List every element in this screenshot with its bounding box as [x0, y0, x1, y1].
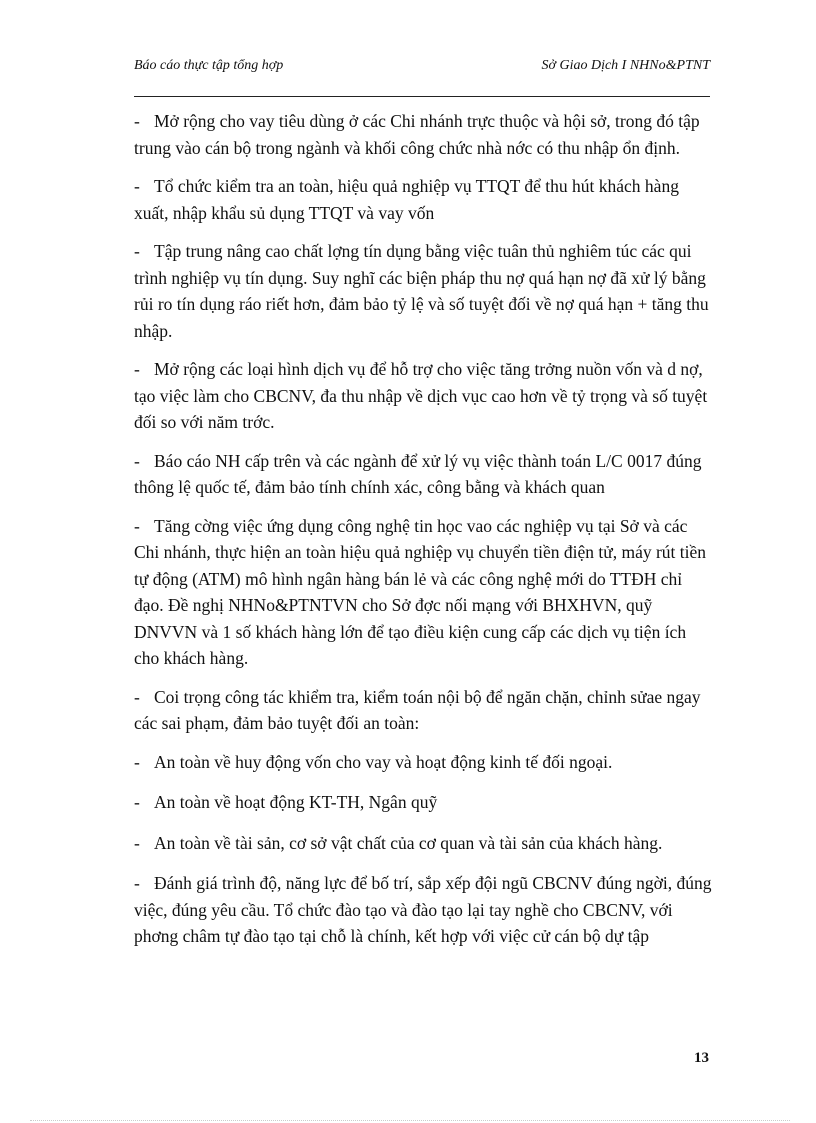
- document-body: [134, 108, 714, 962]
- bullet-dash: -: [134, 792, 140, 812]
- header-left-title: Báo cáo thực tập tổng hợp: [134, 58, 284, 73]
- header-right-title: Sở Giao Dịch I NHNo&PTNT: [541, 58, 710, 73]
- paragraph: - Mở rộng cho vay tiêu dùng ở các Chi nhánh trực thuộc và hội sở, trong đó tập trung vào cán bộ trong ngành và khối công chức nhà nớc có thu nhập ổn định.: [134, 108, 714, 161]
- bullet-dash: -: [134, 751, 140, 772]
- paragraph: - Tăng cờng việc ứng dụng công nghệ tin học vao các nghiệp vụ tại Sở và các Chi nhánh, thực hiện an toàn hiệu quả nghiệp vụ chuyển tiền điện tử, máy rút tiền tự động (ATM) mô hình ngân hàng bán lẻ và các công nghệ mới do TTĐH chỉ đạo. Đề nghị NHNo&PTNTVN cho Sở đợc nối mạng với BHXHVN, quỹ DNVVN và 1 số khách hàng lớn để tạo điều kiện cung cấp các dịch vụ tiện ích cho khách hàng.: [134, 513, 714, 672]
- paragraph: - Tổ chức kiểm tra an toàn, hiệu quả nghiệp vụ TTQT để thu hút khách hàng xuất, nhập khẩu sủ dụng TTQT và vay vốn: [134, 173, 714, 226]
- bullet-dash: -: [134, 515, 140, 536]
- bullet-dash: -: [134, 873, 140, 893]
- paragraph: - Tập trung nâng cao chất lợng tín dụng bằng việc tuân thủ nghiêm túc các qui trình nghiệp vụ tín dụng. Suy nghĩ các biện pháp thu nợ quá hạn nợ đã xử lý bằng rủi ro tín dụng ráo riết hơn, đảm bảo tỷ lệ và số tuyệt đối về nợ quá hạn + tăng thu nhập.: [134, 238, 714, 344]
- header-divider: [134, 96, 710, 97]
- paragraph: - Đánh giá trình độ, năng lực để bố trí, sắp xếp đội ngũ CBCNV đúng ngời, đúng việc, đúng yêu cầu. Tổ chức đào tạo và đào tạo lại tay nghề cho CBCNV, với phơng châm tự đào tạo tại chỗ là chính, kết hợp với việc cử cán bộ dự tập: [134, 870, 714, 950]
- bullet-dash: -: [134, 111, 140, 131]
- paragraph: - An toàn về tài sản, cơ sở vật chất của cơ quan và tài sản của khách hàng.: [134, 830, 714, 857]
- page-header: [134, 58, 710, 82]
- bullet-dash: -: [134, 359, 140, 379]
- page-number: 13: [694, 1050, 709, 1066]
- bullet-dash: -: [134, 686, 140, 707]
- footer-divider: [30, 1120, 790, 1121]
- paragraph: - Báo cáo NH cấp trên và các ngành để xử lý vụ việc thành toán L/C 0017 đúng thông lệ quốc tế, đảm bảo tính chính xác, công bằng và khách quan: [134, 448, 714, 501]
- bullet-dash: -: [134, 450, 140, 471]
- bullet-dash: -: [134, 241, 140, 261]
- paragraph: - An toàn về hoạt động KT-TH, Ngân quỹ: [134, 789, 714, 816]
- bullet-dash: -: [134, 832, 140, 853]
- bullet-dash: -: [134, 176, 140, 196]
- paragraph: - An toàn về huy động vốn cho vay và hoạt động kinh tế đối ngoại.: [134, 749, 714, 776]
- paragraph: - Mở rộng các loại hình dịch vụ để hỗ trợ cho việc tăng trởng nuồn vốn và d nợ, tạo việc làm cho CBCNV, đa thu nhập về dịch vục cao hơn về tỷ trọng và số tuyệt đối so với năm trớc.: [134, 356, 714, 436]
- paragraph: - Coi trọng công tác khiểm tra, kiểm toán nội bộ để ngăn chặn, chỉnh sửae ngay các sai phạm, đảm bảo tuyệt đối an toàn:: [134, 684, 714, 737]
